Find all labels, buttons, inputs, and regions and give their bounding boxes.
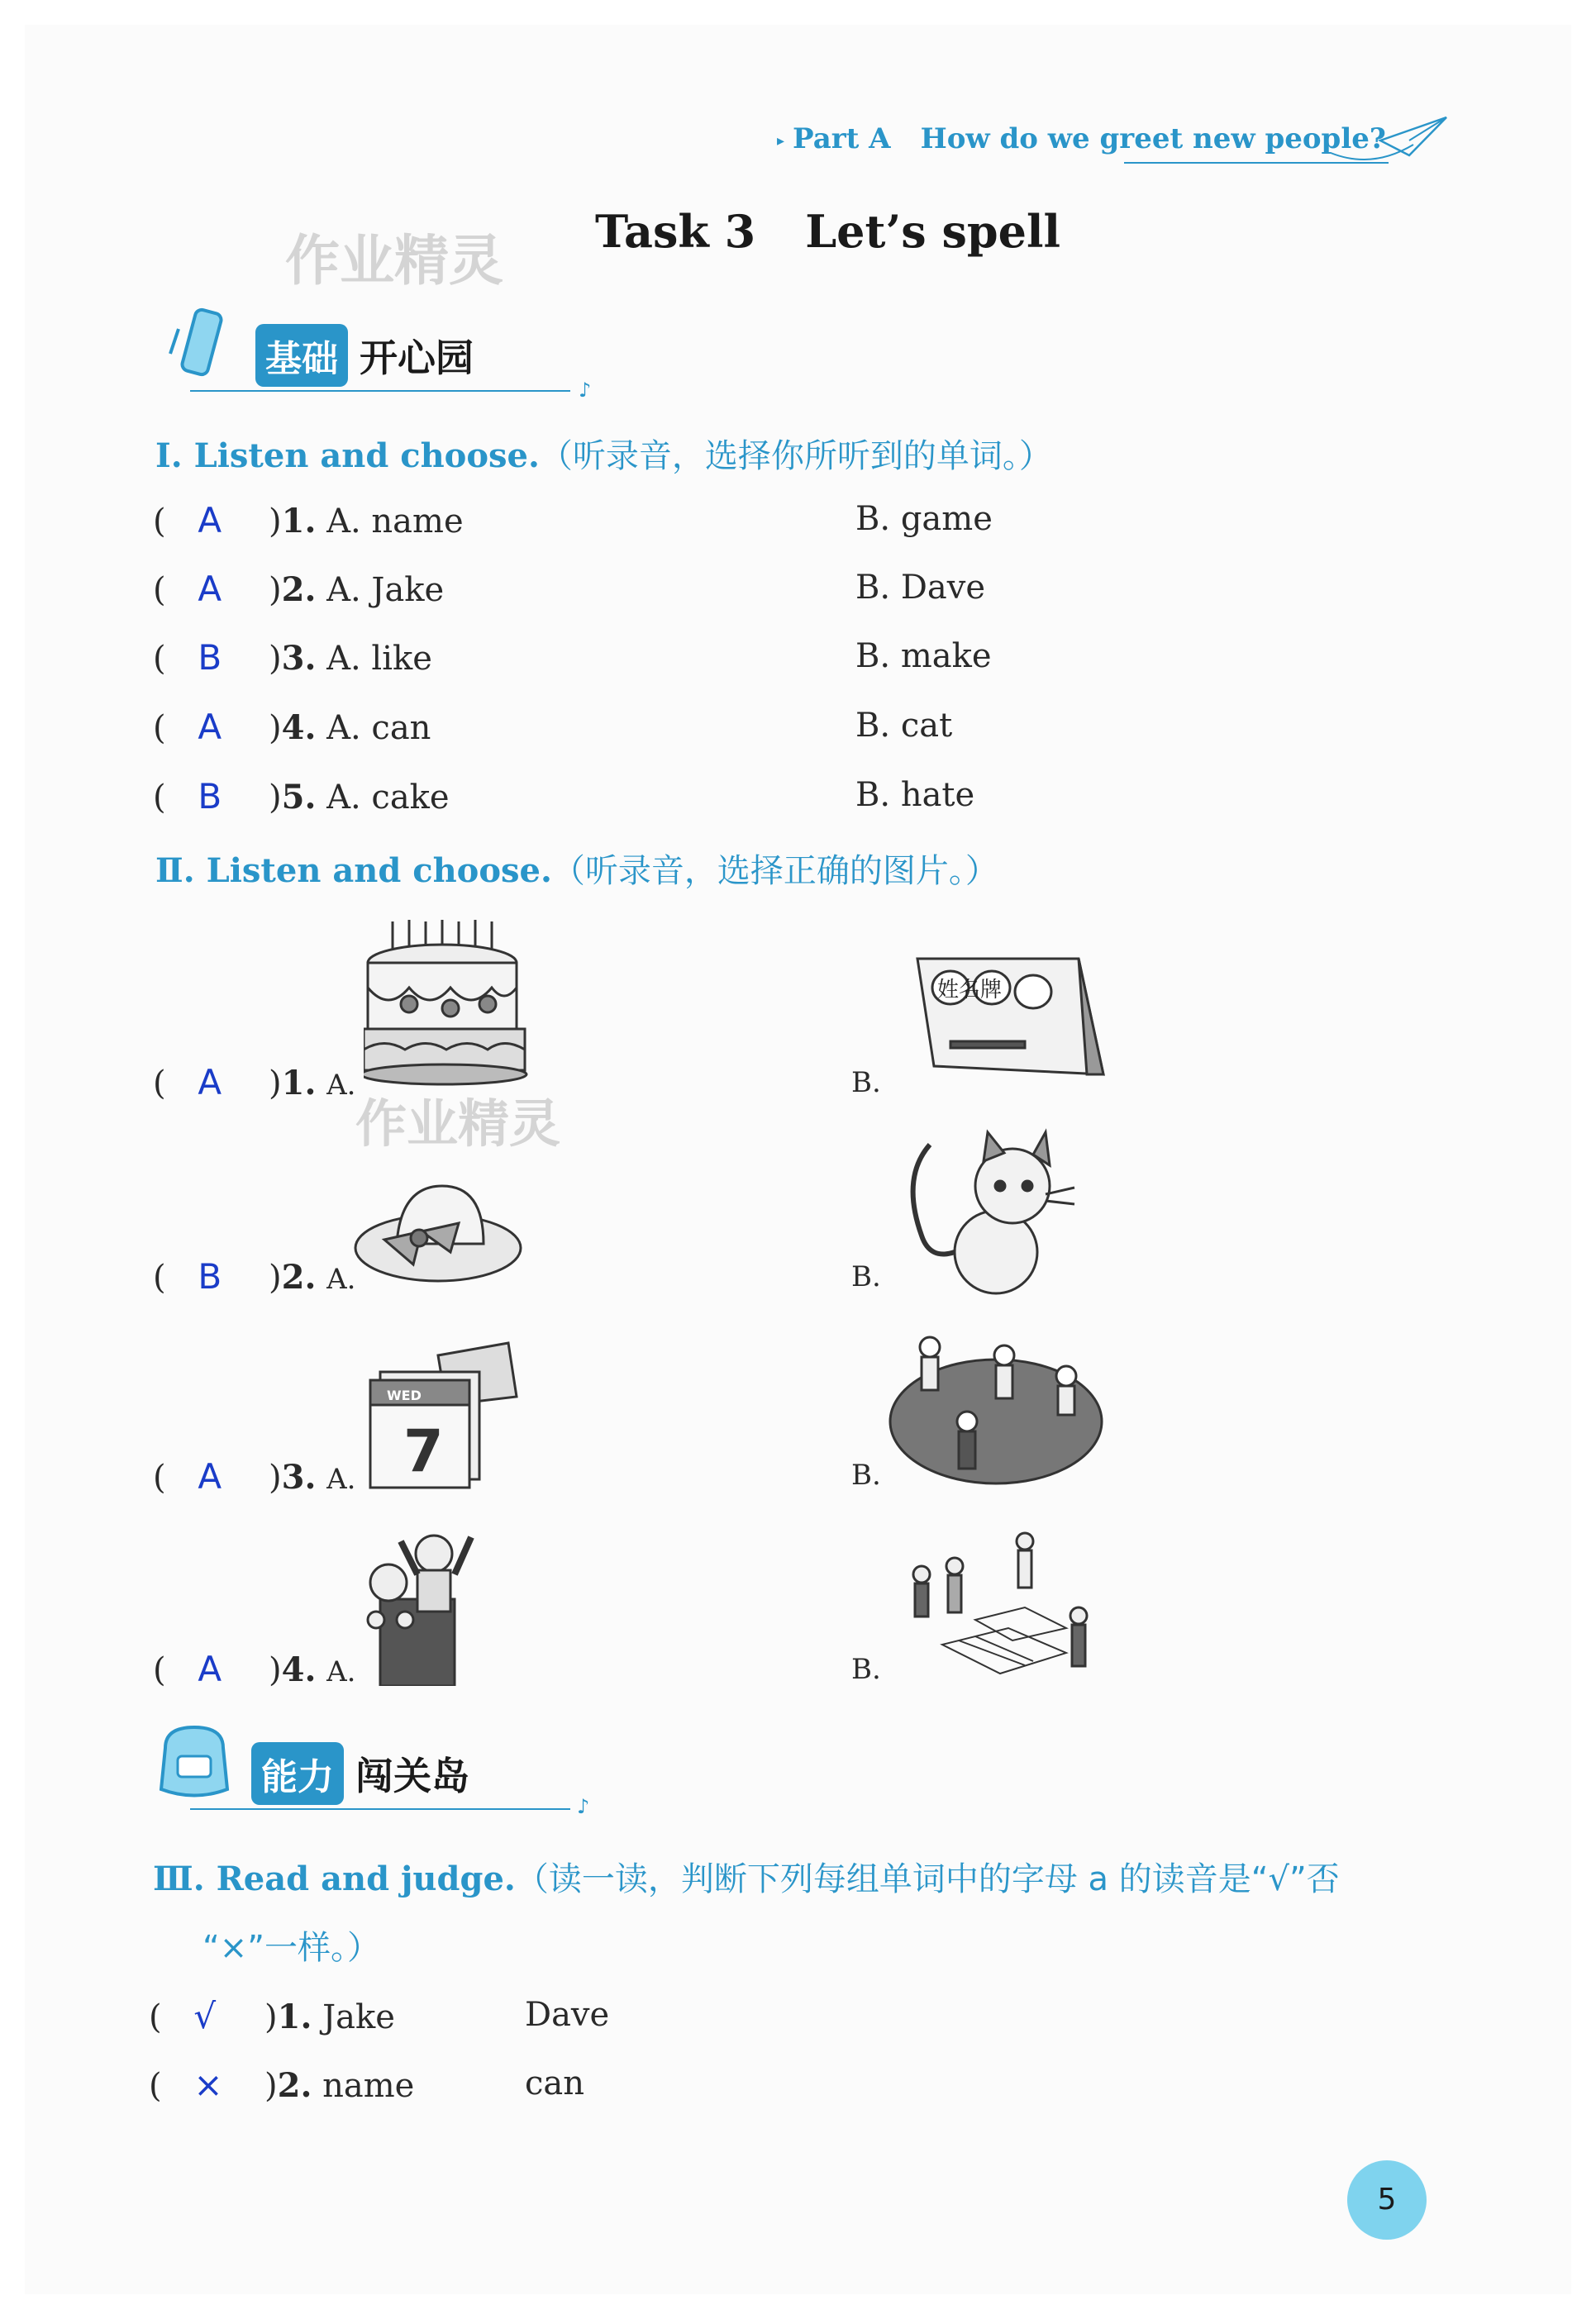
birthday-cake-picture <box>364 913 529 1087</box>
header-underline <box>1124 162 1389 164</box>
part1-item-4: ( A )4. A. can <box>153 707 431 747</box>
hat-picture <box>351 1174 525 1289</box>
word-2: can <box>525 2064 585 2102</box>
item-number: 2. <box>281 570 317 609</box>
answer: × <box>193 2064 223 2105</box>
word-1: name <box>322 2067 415 2105</box>
part1-item-5: ( B )5. A. cake <box>153 776 450 817</box>
option-b: B. <box>851 1653 881 1686</box>
backpack-icon <box>149 1719 240 1802</box>
calendar-date-text: 7 <box>403 1417 444 1485</box>
word-1: Jake <box>322 1998 395 2036</box>
part2-instruction-cn: （听录音，选择正确的图片。） <box>551 852 998 890</box>
item-number: 3. <box>281 1458 317 1497</box>
answer: B <box>198 1256 222 1297</box>
option-b: B. <box>851 1260 881 1293</box>
cat-picture <box>897 1128 1079 1302</box>
watermark-2: 作业精灵 <box>355 1093 561 1154</box>
part2-item-4: ( A )4. A. <box>153 1649 356 1689</box>
answer: A <box>198 707 222 747</box>
music-note-icon: ♪ <box>577 1795 590 1818</box>
part2-item-1: ( A )1. A. <box>153 1062 356 1102</box>
option-a: A. cake <box>326 779 450 817</box>
answer: A <box>198 569 222 609</box>
section-ability-underline <box>190 1808 570 1810</box>
part1-instruction-cn: （听录音，选择你所听到的单词。） <box>539 437 1052 475</box>
part2-instruction <box>155 845 998 892</box>
word-2: Dave <box>525 1996 610 2034</box>
hopscotch-picture <box>901 1529 1108 1686</box>
task-name: Let’s spell <box>805 205 1061 258</box>
part1-item-2: ( A )2. A. Jake <box>153 569 445 609</box>
part2-instruction-en: Ⅱ. Listen and choose. <box>155 851 552 890</box>
item-number: 4. <box>281 1650 317 1689</box>
pencil-icon <box>164 304 246 387</box>
option-a: A. name <box>326 502 464 540</box>
father-and-son-picture <box>355 1525 479 1686</box>
section-ability-badge: 能力 <box>251 1742 344 1805</box>
answer: B <box>198 637 222 678</box>
option-b: B. hate <box>855 776 975 814</box>
option-a: A. <box>326 1463 356 1496</box>
part3-item-2: ( × )2. name <box>149 2064 415 2105</box>
item-number: 4. <box>281 708 317 747</box>
watermark: 作业精灵 <box>285 229 503 293</box>
option-b: B. make <box>855 637 992 675</box>
name-card-text: 姓名牌 <box>937 978 1003 1002</box>
running-header <box>777 122 1386 155</box>
section-basic-badge: 基础 <box>255 324 348 387</box>
item-number: 2. <box>281 1258 317 1297</box>
part3-instruction-line2 <box>202 1921 380 1969</box>
part1-instruction <box>155 430 1052 477</box>
calendar-day-text: WED <box>387 1388 422 1403</box>
section-basic-underline <box>190 390 570 392</box>
section-basic-header <box>252 324 474 387</box>
answer: √ <box>193 1996 217 2036</box>
part2-item-2: ( B )2. A. <box>153 1256 356 1297</box>
calendar-picture <box>364 1339 521 1492</box>
answer: B <box>198 776 222 817</box>
part3-item-1: ( √ )1. Jake <box>149 1996 395 2036</box>
part3-instruction-en: Ⅲ. Read and judge. <box>153 1859 516 1898</box>
option-b: B. Dave <box>855 569 986 607</box>
section-basic-title: 开心园 <box>360 336 474 380</box>
part3-instruction-cn-line1: （读一读，判断下列每组单词中的字母 a 的读音是“√”否 <box>515 1860 1340 1898</box>
header-part: Part A <box>793 122 891 155</box>
item-number: 1. <box>281 1064 317 1102</box>
answer: A <box>198 1649 222 1689</box>
option-a: A. <box>326 1263 356 1296</box>
answer: A <box>198 1062 222 1102</box>
name-card-picture <box>901 942 1108 1091</box>
item-number: 5. <box>281 778 317 817</box>
music-note-icon: ♪ <box>579 379 592 402</box>
paper-plane-icon <box>1322 107 1455 165</box>
part3-instruction-cn-line2: “×”一样。） <box>202 1929 380 1967</box>
item-number: 1. <box>277 1998 312 2036</box>
header-question: How do we greet new people? <box>920 122 1386 155</box>
part1-item-1: ( A )1. A. name <box>153 500 464 540</box>
option-a: A. like <box>326 640 432 678</box>
option-a: A. can <box>326 709 431 747</box>
answer: A <box>198 500 222 540</box>
option-a: A. <box>326 1655 356 1688</box>
option-a: A. <box>326 1069 356 1102</box>
section-ability-header <box>248 1742 469 1805</box>
children-playing-picture <box>889 1331 1103 1496</box>
item-number: 3. <box>281 639 317 678</box>
option-b: B. <box>851 1459 881 1492</box>
option-a: A. Jake <box>326 571 445 609</box>
section-ability-title: 闯关岛 <box>355 1754 469 1798</box>
option-b: B. cat <box>855 707 953 745</box>
item-number: 2. <box>277 2066 312 2105</box>
part1-item-3: ( B )3. A. like <box>153 637 432 678</box>
item-number: 1. <box>281 502 317 540</box>
triangle-icon: ▸ <box>777 131 785 150</box>
option-b: B. game <box>855 500 993 538</box>
page-title <box>595 205 1060 258</box>
task-label: Task 3 <box>595 205 756 258</box>
option-b: B. <box>851 1066 881 1099</box>
page-number: 5 <box>1347 2160 1427 2240</box>
answer: A <box>198 1456 222 1497</box>
part1-instruction-en: Ⅰ. Listen and choose. <box>155 436 540 475</box>
part2-item-3: ( A )3. A. <box>153 1456 356 1497</box>
part3-instruction <box>153 1853 1340 1900</box>
